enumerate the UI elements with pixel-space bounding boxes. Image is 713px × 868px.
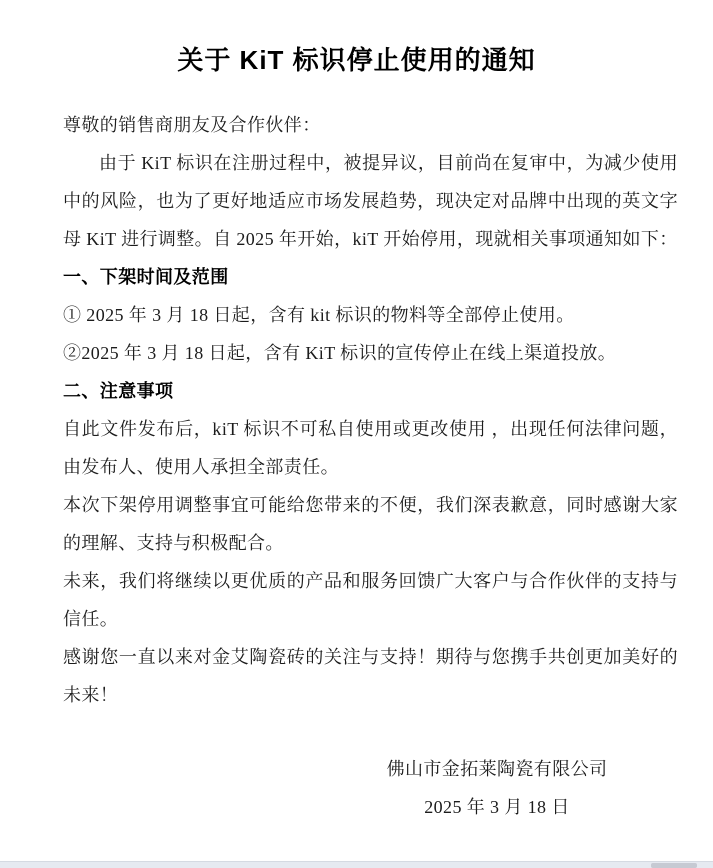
signature-block bbox=[372, 750, 622, 826]
horizontal-scrollbar[interactable] bbox=[0, 861, 713, 868]
section1-heading: 一、下架时间及范围 bbox=[63, 267, 229, 287]
section2-paragraph-4: 感谢您一直以来对金艾陶瓷砖的关注与支持！期待与您携手共创更加美好的未来！ bbox=[63, 647, 678, 705]
intro-paragraph: 由于 KiT 标识在注册过程中，被提异议，目前尚在复审中，为减少使用中的风险，也为了更好地适应市场发展趋势，现决定对品牌中出现的英文字母 KiT 进行调整。自 2025 年开始，kiT 开始停用，现就相关事项通知如下： bbox=[63, 153, 678, 249]
horizontal-scrollbar-thumb[interactable] bbox=[651, 863, 697, 868]
signature-date: 2025 年 3 月 18 日 bbox=[424, 797, 570, 817]
section2-paragraph-2: 本次下架停用调整事宜可能给您带来的不便，我们深表歉意，同时感谢大家的理解、支持与积极配合。 bbox=[63, 495, 678, 553]
document-body bbox=[0, 106, 713, 826]
signature-company: 佛山市金拓莱陶瓷有限公司 bbox=[386, 759, 608, 779]
section2-heading: 二、注意事项 bbox=[63, 381, 174, 401]
section2-paragraph-3: 未来，我们将继续以更优质的产品和服务回馈广大客户与合作伙伴的支持与信任。 bbox=[63, 571, 678, 629]
section1-item-1: ① 2025 年 3 月 18 日起，含有 kit 标识的物料等全部停止使用。 bbox=[63, 305, 575, 325]
document-title: 关于 KiT 标识停止使用的通知 bbox=[177, 45, 536, 75]
section2-paragraph-1: 自此文件发布后，kiT 标识不可私自使用或更改使用 ，出现任何法律问题，由发布人、使用人承担全部责任。 bbox=[63, 419, 678, 477]
section1-item-2: ②2025 年 3 月 18 日起，含有 KiT 标识的宣传停止在线上渠道投放。 bbox=[63, 343, 617, 363]
greeting-line: 尊敬的销售商朋友及合作伙伴： bbox=[63, 115, 321, 135]
